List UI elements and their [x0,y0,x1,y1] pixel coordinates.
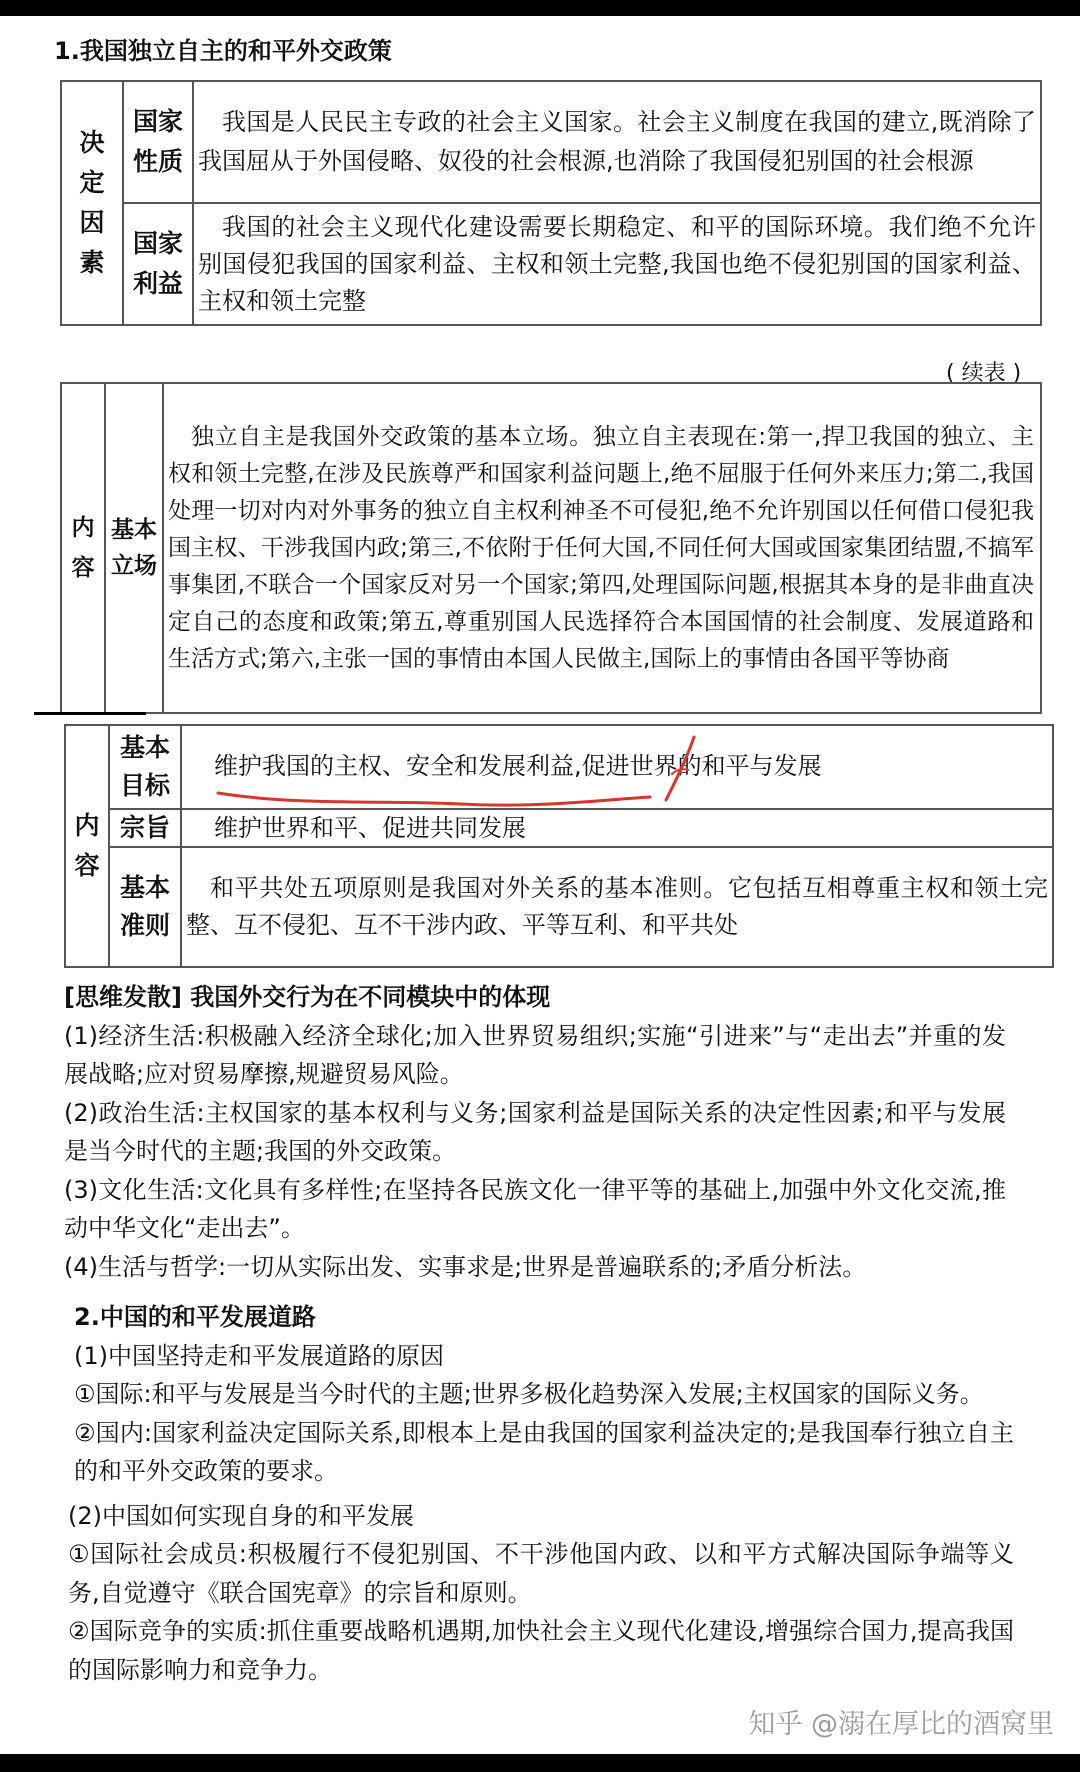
section2-block [68,1298,1014,1689]
section2-method-competition: ②国际竞争的实质:抓住重要战略机遇期,加快社会主义现代化建设,增强综合国力,提高我国的国际影响力和竞争力。 [68,1617,1014,1684]
purpose-text: 维护世界和平、促进共同发展 [214,814,526,842]
national-interest-text: 我国的社会主义现代化建设需要长期稳定、和平的国际环境。我们绝不允许别国侵犯我国的国家利益、主权和领土完整,我国也绝不侵犯别国的国家利益、主权和领土完整 [198,212,1036,315]
section2-reason-domestic: ②国内:国家利益决定国际关系,即根本上是由我国的国家利益决定的;是我国奉行独立自主的和平外交政策的要求。 [74,1418,1014,1485]
thinking-title: [思维发散] 我国外交行为在不同模块中的体现 [64,983,551,1011]
thinking-item-3: (3)文化生活:文化具有多样性;在坚持各民族文化一律平等的基础上,加强中外文化交流,推动中华文化“走出去”。 [64,1175,1006,1242]
bottom-black-bar [0,1754,1080,1772]
thinking-item-2: (2)政治生活:主权国家的基本权利与义务;国家利益是国际关系的决定性因素;和平与发展是当今时代的主题;我国的外交政策。 [64,1098,1006,1165]
basic-stance-text: 独立自主是我国外交政策的基本立场。独立自主表现在:第一,捍卫我国的独立、主权和领土完整,在涉及民族尊严和国家利益问题上,绝不屈服于任何外来压力;第二,我国处理一切对内对外事务的独立自主权利神圣不可侵犯,绝不允许别国以任何借口侵犯我国主权、干涉我国内政;第三,不依附于任何大国,不同任何大国或国家集团结盟,不搞军事集团,不联合一个国家反对另一个国家;第四,处理国际问题,根据其本身的是非曲直决定自己的态度和政策;第五,尊重别国人民选择符合本国国情的社会制度、发展道路和生活方式;第六,主张一国的事情由本国人民做主,国际上的事情由各国平等协商 [168,423,1034,672]
basic-goal-text: 维护我国的主权、安全和发展利益,促进世界的和平与发展 [214,752,822,781]
thinking-item-1: (1)经济生活:积极融入经济全球化;加入世界贸易组织;实施“引进来”与“走出去”并重的发展战略;应对贸易摩擦,规避贸易风险。 [64,1021,1006,1088]
basic-goal-label: 基本目标 [120,733,171,800]
purpose-label: 宗旨 [119,813,170,842]
zhihu-watermark: 知乎 @溺在厚比的酒窝里 [748,1709,1054,1740]
basic-norm-text: 和平共处五项原则是我国对外关系的基本准则。它包括互相尊重主权和领土完整、互不侵犯、互不干涉内政、平等互利、和平共处 [186,874,1048,939]
section2-method-member: ①国际社会成员:积极履行不侵犯别国、不干涉他国内政、以和平方式解决国际争端等义务,自觉遵守《联合国宪章》的宗旨和原则。 [68,1540,1014,1607]
thinking-block [64,978,1006,1286]
section2-reason-international: ①国际:和平与发展是当今时代的主题;世界多极化趋势深入发展;主权国家的国际义务。 [74,1380,984,1408]
continued-label: ( 续表 ) [946,361,1022,386]
basic-norm-label: 基本准则 [120,873,171,940]
section1-title: 1.我国独立自主的和平外交政策 [54,37,392,65]
section2-sub1: (1)中国坚持走和平发展道路的原因 [74,1341,444,1370]
basic-stance-label: 基本立场 [111,517,157,579]
section2-sub2: (2)中国如何实现自身的和平发展 [68,1501,414,1530]
national-nature-label: 国家性质 [133,107,184,176]
content-label-a: 内容 [71,515,95,581]
thinking-item-4: (4)生活与哲学:一切从实际出发、实事求是;世界是普遍联系的;矛盾分析法。 [64,1252,867,1281]
section2-title: 2.中国的和平发展道路 [74,1303,316,1331]
decision-factors-label: 决定因素 [79,128,105,277]
content-label-b: 内容 [74,811,100,880]
national-nature-text: 我国是人民民主专政的社会主义国家。社会主义制度在我国的建立,既消除了我国屈从于外国侵略、奴役的社会根源,也消除了我国侵犯别国的社会根源 [198,108,1036,175]
national-interest-label: 国家利益 [133,229,184,298]
